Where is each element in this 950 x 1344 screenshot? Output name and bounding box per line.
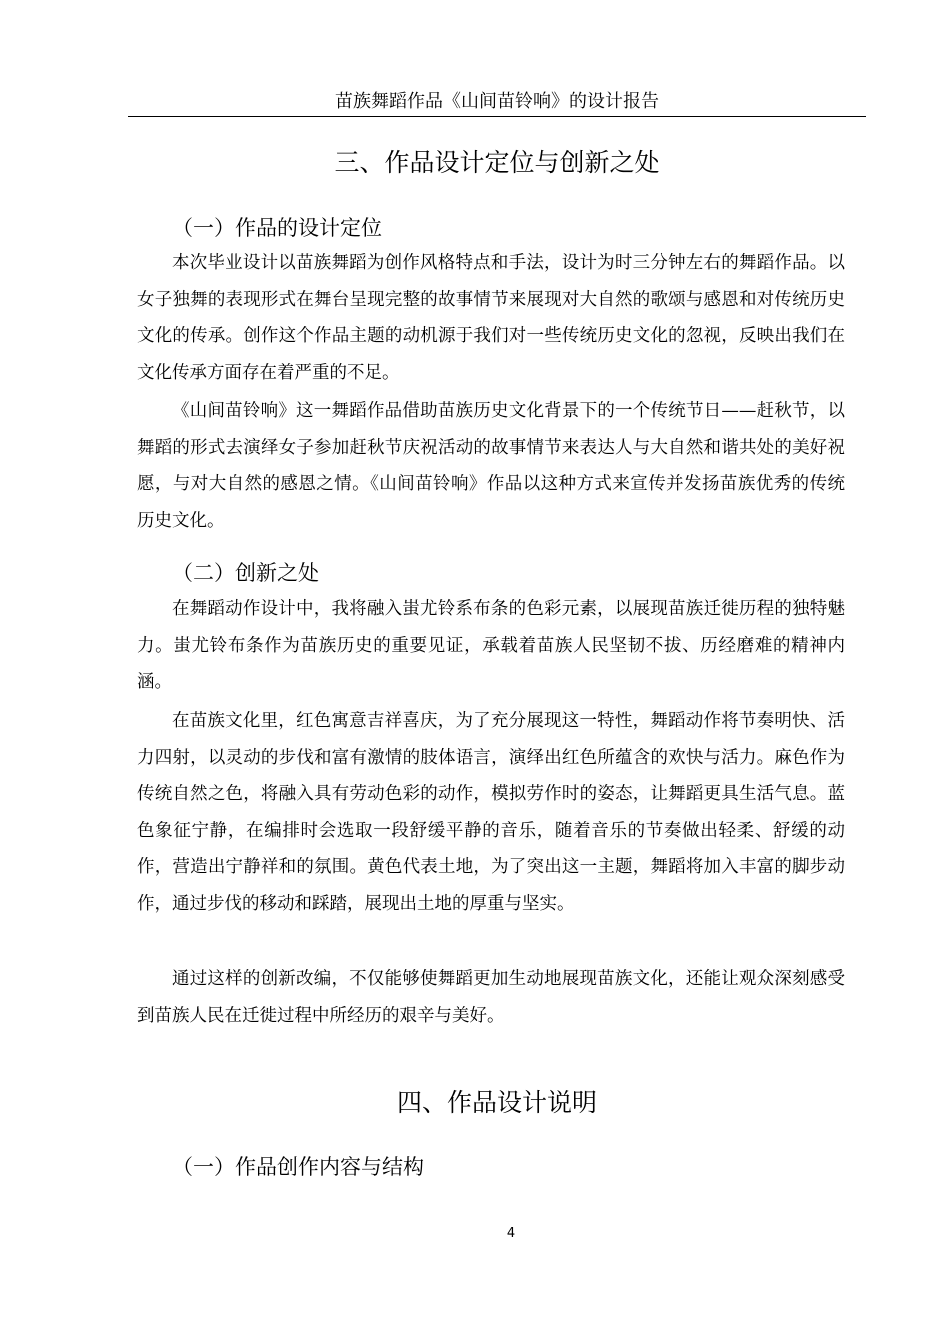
paragraph-design-positioning-2: 《山间苗铃响》这一舞蹈作品借助苗族历史文化背景下的一个传统节日——赶秋节，以舞蹈的形式去演绎女子参加赶秋节庆祝活动的故事情节来表达人与大自然和谐共处的美好祝愿，与对大自然的感恩之情。《山间苗铃响》作品以这种方式来宣传并发扬苗族优秀的传统历史文化。 [137, 401, 845, 531]
page-number: 4 [506, 1226, 516, 1241]
paragraph-innovation-2: 在苗族文化里，红色寓意吉祥喜庆，为了充分展现这一特性，舞蹈动作将节奏明快、活力四射，以灵动的步伐和富有激情的肢体语言，演绎出红色所蕴含的欢快与活力。麻色作为传统自然之色，将融入具有劳动色彩的动作，模拟劳作时的姿态，让舞蹈更具生活气息。蓝色象征宁静，在编排时会选取一段舒缓平静的音乐，随着音乐的节奏做出轻柔、舒缓的动作，营造出宁静祥和的氛围。黄色代表土地，为了突出这一主题，舞蹈将加入丰富的脚步动作，通过步伐的移动和踩踏，展现出土地的厚重与坚实。 [137, 711, 845, 914]
paragraph-innovation-1: 在舞蹈动作设计中，我将融入蚩尤铃系布条的色彩元素，以展现苗族迁徙历程的独特魅力。蚩尤铃布条作为苗族历史的重要见证，承载着苗族人民坚韧不拔、历经磨难的精神内涵。 [137, 599, 845, 692]
header-rule [128, 116, 866, 117]
section-title-4: 四、作品设计说明 [396, 1088, 597, 1117]
section-title-3: 三、作品设计定位与创新之处 [334, 148, 660, 177]
running-header: 苗族舞蹈作品《山间苗铃响》的设计报告 [335, 91, 659, 112]
subsection-title-innovation: （二）创新之处 [172, 561, 319, 585]
paragraph-innovation-3: 通过这样的创新改编，不仅能够使舞蹈更加生动地展现苗族文化，还能让观众深刻感受到苗族人民在迁徙过程中所经历的艰辛与美好。 [137, 969, 845, 1026]
paragraph-design-positioning-1: 本次毕业设计以苗族舞蹈为创作风格特点和手法，设计为时三分钟左右的舞蹈作品。以女子独舞的表现形式在舞台呈现完整的故事情节来展现对大自然的歌颂与感恩和对传统历史文化的传承。创作这个作品主题的动机源于我们对一些传统历史文化的忽视，反映出我们在文化传承方面存在着严重的不足。 [137, 253, 845, 383]
subsection-title-content-structure: （一）作品创作内容与结构 [172, 1155, 424, 1179]
subsection-title-design-positioning: （一）作品的设计定位 [172, 216, 382, 240]
